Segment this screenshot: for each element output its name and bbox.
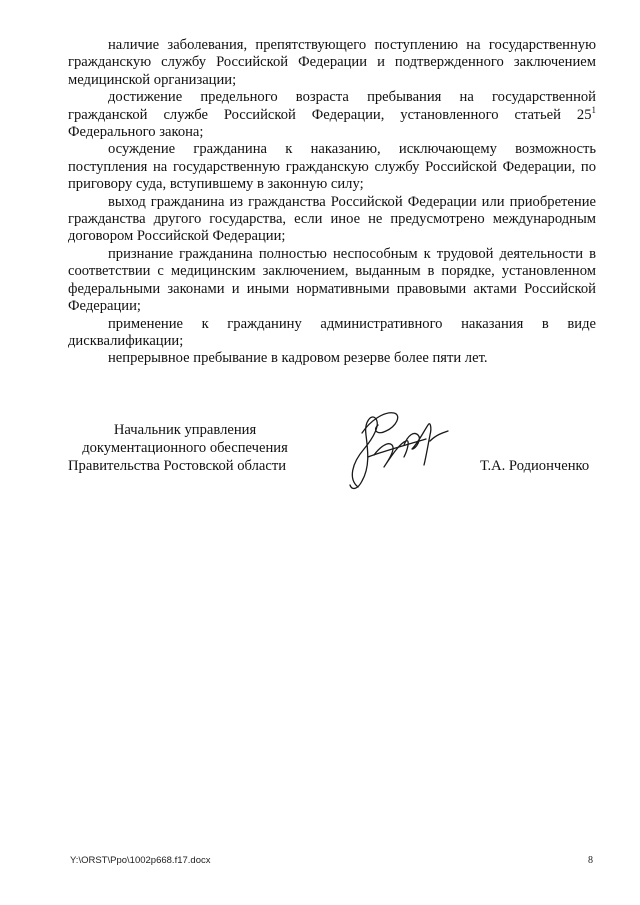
handwritten-signature <box>344 405 454 495</box>
list-item: непрерывное пребывание в кадровом резерве более пяти лет. <box>108 350 488 367</box>
signatory-position <box>60 421 310 475</box>
position-line: Правительства Ростовской области <box>68 458 287 474</box>
list-item: применение к гражданину административного наказания в виде дисквалификации; <box>68 315 596 349</box>
list-item: признание гражданина полностью неспособным к трудовой деятельности в соответствии с медицинским заключением, выданным в порядке, установленном федеральными законами и иными нормативными правовыми актами Российской Федерации; <box>68 245 596 315</box>
position-line: Начальник управления <box>113 422 257 438</box>
position-line: документационного обеспечения <box>82 440 288 456</box>
page-number: 8 <box>588 855 593 866</box>
list-item: осуждение гражданина к наказанию, исключающему возможность поступления на государственную гражданскую службу Российской Федерации, по приговору суда, вступившему в законную силу; <box>68 141 596 193</box>
list-item: наличие заболевания, препятствующего поступлению на государственную гражданскую службу Российской Федерации и подтвержденного заключением медицинской организации; <box>68 37 596 88</box>
document-body <box>68 37 596 368</box>
signer-name: Т.А. Родионченко <box>480 458 590 474</box>
list-item: достижение предельного возраста пребывания на государственной гражданской службе Российской Федерации, установленного статьей $25^1$ Федерального закона; <box>68 89 596 141</box>
footer-file-path: Y:\ORST\Ppo\1002p668.f17.docx <box>70 855 211 866</box>
list-item: выход гражданина из гражданства Российской Федерации или приобретение гражданства другого государства, если иное не предусмотрено международным договором Российской Федерации; <box>68 193 596 245</box>
article-superscript: 1 <box>591 104 596 115</box>
